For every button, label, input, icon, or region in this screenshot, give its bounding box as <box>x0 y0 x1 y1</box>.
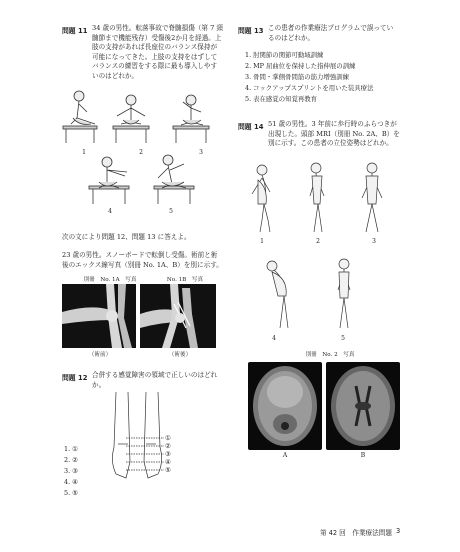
q13-number: 問題 13 <box>238 27 264 35</box>
q13-option-1[interactable]: 1. 肘関節の関節可動域訓練 <box>245 51 324 59</box>
q14-label-3: 3 <box>372 238 376 245</box>
q14-label-5: 5 <box>341 335 345 342</box>
intro-line: 次の文により問題 12、問題 13 に答えよ。 <box>62 233 191 241</box>
q13-option-5[interactable]: 5. 表在感覚の知覚再教育 <box>245 95 318 103</box>
q11-label-3: 3 <box>199 149 203 156</box>
footer-session: 第 42 回 作業療法問題 <box>320 529 392 537</box>
mri-image-a <box>248 362 322 450</box>
footer-page-number: 3 <box>396 527 401 535</box>
q12-zone-1: ① <box>165 434 171 442</box>
q12-option-4[interactable]: 4. ④ <box>64 478 78 486</box>
q11-figure-1 <box>63 91 97 143</box>
q11-figure-3 <box>173 95 209 143</box>
xray-caption-b: No. 1B 写真 <box>166 277 204 283</box>
xray-label-preop: （術前） <box>88 352 112 358</box>
q14-figure-2 <box>310 163 324 232</box>
xray-label-postop: （術後） <box>168 352 192 358</box>
q14-text: 51 歳の男性。3 年前に歩行時のふらつきが 出現した。頭部 MRI（別冊 No. 2A、B）を 別に示す。この患者の立位姿勢はどれか。 <box>268 120 400 148</box>
q14-posture-figures <box>240 160 410 340</box>
q12-option-2[interactable]: 2. ② <box>64 456 78 464</box>
q11-label-2: 2 <box>139 149 143 156</box>
q11-figure-5 <box>154 155 194 204</box>
q11-label-4: 4 <box>108 208 112 215</box>
q13-text: この患者の作業療法プログラムで誤ってい るのはどれか。 <box>268 24 394 42</box>
q14-figure-3 <box>362 163 382 232</box>
q14-figure-4 <box>267 261 288 328</box>
q11-figure-2 <box>113 95 149 143</box>
q11-text: 34 歳の男性。転落事故で脊髄損傷（第 7 頸 髄節まで機能残存）受傷後2か月を経過。上 肢の支持があれば長座位のバランス保持が 可能になってきた。上肢の支持をはずして バランスの練習をする際に最も導入しやす いのはどれか。 <box>92 24 223 80</box>
mri-image-b <box>326 362 400 450</box>
q13-option-2[interactable]: 2. MP 屈曲位を保持した指伸展の訓練 <box>245 62 356 70</box>
q14-figure-1 <box>252 165 270 232</box>
xray-postop-image <box>140 284 216 348</box>
q12-option-5[interactable]: 5. ⑤ <box>64 489 78 497</box>
mri-label-a: A <box>282 452 288 459</box>
q11-figure-4 <box>89 157 129 204</box>
mri-caption: 別冊 No. 2 写真 <box>305 352 355 358</box>
q14-label-1: 1 <box>260 238 264 245</box>
xray-caption-a: 別冊 No. 1A 写真 <box>83 277 137 283</box>
q12-option-1[interactable]: 1. ① <box>64 445 78 453</box>
q14-number: 問題 14 <box>238 123 264 131</box>
q12-text: 合併する感覚障害の領域で正しいのはどれ か。 <box>92 371 218 389</box>
q11-label-5: 5 <box>169 208 173 215</box>
q11-label-1: 1 <box>82 149 86 156</box>
q12-arm-diagram <box>106 392 196 482</box>
q13-option-4[interactable]: 4. コックアップスプリントを用いた装具療法 <box>245 84 374 92</box>
q12-option-3[interactable]: 3. ③ <box>64 467 78 475</box>
q14-figure-5 <box>338 259 350 328</box>
q12-number: 問題 12 <box>62 374 88 382</box>
q14-label-2: 2 <box>316 238 320 245</box>
q12-zone-3: ③ <box>165 450 171 458</box>
q12-zone-4: ④ <box>165 458 171 466</box>
q12-zone-5: ⑤ <box>165 466 171 474</box>
q12-zone-2: ② <box>165 442 171 450</box>
q13-option-3[interactable]: 3. 骨間・掌側骨間筋の筋力増強訓練 <box>245 73 349 81</box>
q14-label-4: 4 <box>272 335 276 342</box>
case-text: 23 歳の男性。スノーボードで転倒し受傷。術前と術 後のエックス線写真（別冊 No. 1A、B）を別に示す。 <box>62 251 223 269</box>
mri-label-b: B <box>360 452 366 459</box>
q11-number: 問題 11 <box>62 27 88 35</box>
xray-preop-image <box>62 284 136 348</box>
